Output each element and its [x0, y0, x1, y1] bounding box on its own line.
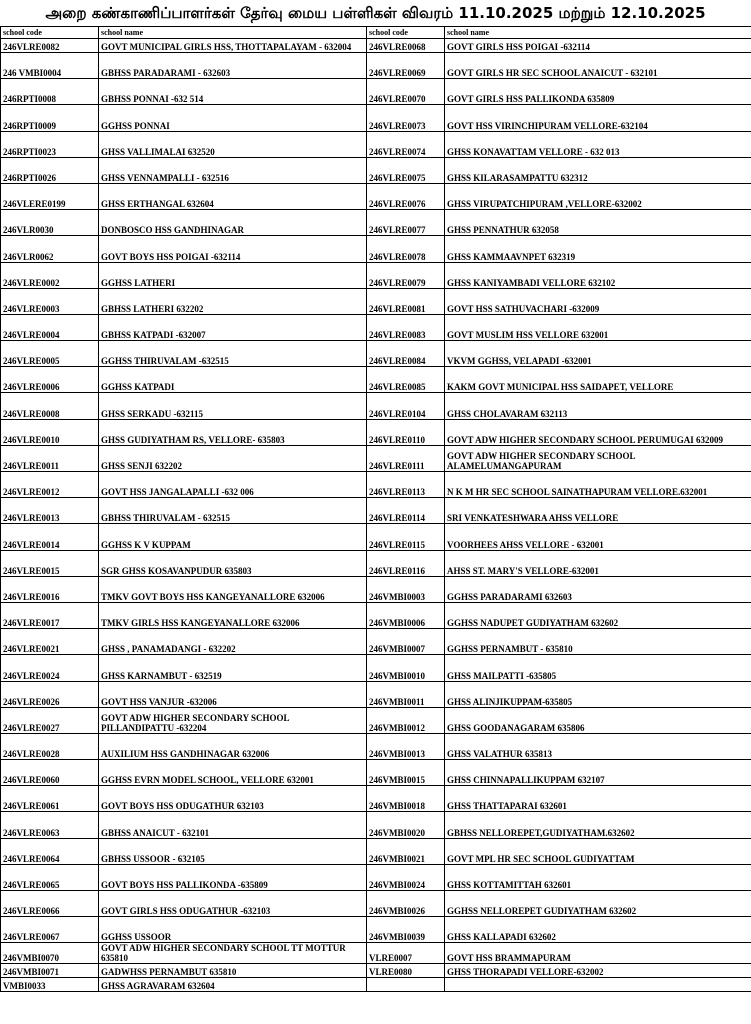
table-row [1, 943, 751, 964]
school-code-left: 246VMBI0070 [1, 943, 99, 964]
school-name-right: GOVT HSS VIRINCHIPURAM VELLORE-632104 [445, 105, 751, 131]
school-code-left: 246RPTI0008 [1, 79, 99, 105]
school-name-right: GHSS KANIYAMBADI VELLORE 632102 [445, 262, 751, 288]
header-school-name-1: school name [99, 27, 367, 39]
school-code-right: 246VLRE0069 [367, 53, 445, 79]
school-code-left: 246VLRE0082 [1, 39, 99, 53]
school-name-left: GGHSS USSOOR [99, 917, 367, 943]
table-row [1, 964, 751, 978]
school-code-left: 246VLRE0012 [1, 472, 99, 498]
header-school-code-1: school code [1, 27, 99, 39]
school-code-left: 246VLRE0067 [1, 917, 99, 943]
school-name-left: GOVT GIRLS HSS ODUGATHUR -632103 [99, 891, 367, 917]
table-row [1, 419, 751, 445]
school-code-right: 246VLRE0079 [367, 262, 445, 288]
school-code-left: 246VLERE0199 [1, 183, 99, 209]
school-code-right: 246VLRE0081 [367, 288, 445, 314]
school-code-right: 246VMBI0021 [367, 838, 445, 864]
school-name-right: KAKM GOVT MUNICIPAL HSS SAIDAPET, VELLORE [445, 367, 751, 393]
table-row [1, 39, 751, 53]
school-name-left: GGHSS EVRN MODEL SCHOOL, VELLORE 632001 [99, 760, 367, 786]
school-name-left: GOVT HSS JANGALAPALLI -632 006 [99, 472, 367, 498]
school-code-left: 246VLRE0060 [1, 760, 99, 786]
school-code-right: 246VLRE0111 [367, 445, 445, 471]
table-row [1, 288, 751, 314]
school-name-left: GHSS AGRAVARAM 632604 [99, 978, 367, 992]
table-row [1, 576, 751, 602]
school-name-right: GOVT HSS SATHUVACHARI -632009 [445, 288, 751, 314]
school-name-left: GHSS ERTHANGAL 632604 [99, 183, 367, 209]
school-code-right: 246VLRE0078 [367, 236, 445, 262]
table-row [1, 131, 751, 157]
school-name-left: GBHSS ANAICUT - 632101 [99, 812, 367, 838]
school-code-right: 246VLRE0085 [367, 367, 445, 393]
school-name-left: SGR GHSS KOSAVANPUDUR 635803 [99, 550, 367, 576]
school-name-left: GOVT ADW HIGHER SECONDARY SCHOOL TT MOTTUR 635810 [99, 943, 367, 964]
table-row [1, 812, 751, 838]
table-row [1, 105, 751, 131]
table-body [1, 39, 751, 992]
school-name-left: GOVT HSS VANJUR -632006 [99, 681, 367, 707]
school-name-left: GGHSS KATPADI [99, 367, 367, 393]
school-code-right: 246VMBI0007 [367, 629, 445, 655]
table-row [1, 681, 751, 707]
school-code-left: 246VLRE0017 [1, 602, 99, 628]
school-code-left: 246VLRE0005 [1, 341, 99, 367]
table-row [1, 917, 751, 943]
school-code-right: 246VLRE0075 [367, 157, 445, 183]
school-code-left: 246VLRE0013 [1, 498, 99, 524]
school-name-left: TMKV GOVT BOYS HSS KANGEYANALLORE 632006 [99, 576, 367, 602]
school-code-right: 246VMBI0015 [367, 760, 445, 786]
school-name-right: GHSS PENNATHUR 632058 [445, 210, 751, 236]
school-code-left: 246VLRE0066 [1, 891, 99, 917]
school-name-right: GHSS KILARASAMPATTU 632312 [445, 157, 751, 183]
school-name-right: GHSS VIRUPATCHIPURAM ,VELLORE-632002 [445, 183, 751, 209]
school-code-right: 246VMBI0003 [367, 576, 445, 602]
table-row [1, 445, 751, 471]
table-row [1, 838, 751, 864]
school-name-left: GBHSS KATPADI -632007 [99, 314, 367, 340]
table-row [1, 891, 751, 917]
school-code-left: 246RPTI0023 [1, 131, 99, 157]
school-name-left: GHSS VALLIMALAI 632520 [99, 131, 367, 157]
school-code-left: 246RPTI0026 [1, 157, 99, 183]
school-code-right: 246VLRE0083 [367, 314, 445, 340]
school-name-right: GHSS GOODANAGARAM 635806 [445, 707, 751, 733]
school-code-left: 246VLRE0028 [1, 733, 99, 759]
school-name-left: GHSS SENJI 632202 [99, 445, 367, 471]
table-row [1, 79, 751, 105]
school-name-left: GGHSS THIRUVALAM -632515 [99, 341, 367, 367]
school-code-left: 246RPTI0009 [1, 105, 99, 131]
school-name-left: GGHSS LATHERI [99, 262, 367, 288]
table-row [1, 472, 751, 498]
school-code-right: 246VMBI0024 [367, 864, 445, 890]
school-code-left: 246VLRE0004 [1, 314, 99, 340]
school-name-right: GGHSS PARADARAMI 632603 [445, 576, 751, 602]
header-row [1, 27, 751, 39]
school-name-right: GHSS THORAPADI VELLORE-632002 [445, 964, 751, 978]
school-name-left: DONBOSCO HSS GANDHINAGAR [99, 210, 367, 236]
table-row [1, 760, 751, 786]
school-name-right: GOVT GIRLS HSS PALLIKONDA 635809 [445, 79, 751, 105]
school-name-left: GGHSS PONNAI [99, 105, 367, 131]
table-row [1, 367, 751, 393]
school-code-right: 246VMBI0020 [367, 812, 445, 838]
school-name-left: GADWHSS PERNAMBUT 635810 [99, 964, 367, 978]
school-code-right: 246VMBI0018 [367, 786, 445, 812]
school-code-right: 246VLRE0074 [367, 131, 445, 157]
table-row [1, 314, 751, 340]
school-name-left: GHSS GUDIYATHAM RS, VELLORE- 635803 [99, 419, 367, 445]
school-name-left: GBHSS USSOOR - 632105 [99, 838, 367, 864]
school-name-right: VOORHEES AHSS VELLORE - 632001 [445, 524, 751, 550]
header-school-name-2: school name [445, 27, 751, 39]
school-code-left: 246VLRE0027 [1, 707, 99, 733]
table-row [1, 210, 751, 236]
school-name-right: GOVT ADW HIGHER SECONDARY SCHOOL ALAMELUMANGAPURAM [445, 445, 751, 471]
school-name-right: GGHSS NELLOREPET GUDIYATHAM 632602 [445, 891, 751, 917]
table-row [1, 655, 751, 681]
school-name-right: SRI VENKATESHWARA AHSS VELLORE [445, 498, 751, 524]
school-name-right: N K M HR SEC SCHOOL SAINATHAPURAM VELLORE.632001 [445, 472, 751, 498]
table-row [1, 550, 751, 576]
school-name-right: GHSS KONAVATTAM VELLORE - 632 013 [445, 131, 751, 157]
school-code-left: 246VLRE0061 [1, 786, 99, 812]
school-code-left: 246VLRE0064 [1, 838, 99, 864]
school-name-left: GHSS KARNAMBUT - 632519 [99, 655, 367, 681]
table-row [1, 707, 751, 733]
school-name-right: GHSS MAILPATTI -635805 [445, 655, 751, 681]
school-name-right: GBHSS NELLOREPET,GUDIYATHAM.632602 [445, 812, 751, 838]
school-code-left: 246VLRE0026 [1, 681, 99, 707]
school-code-left: VMBI0033 [1, 978, 99, 992]
school-name-left: GOVT BOYS HSS POIGAI -632114 [99, 236, 367, 262]
school-name-right: GOVT MPL HR SEC SCHOOL GUDIYATTAM [445, 838, 751, 864]
school-name-left: AUXILIUM HSS GANDHINAGAR 632006 [99, 733, 367, 759]
school-name-right: GGHSS PERNAMBUT - 635810 [445, 629, 751, 655]
school-code-right: 246VMBI0010 [367, 655, 445, 681]
school-name-left: GHSS , PANAMADANGI - 632202 [99, 629, 367, 655]
school-code-right: VLRE0080 [367, 964, 445, 978]
school-name-right: GHSS KAMMAAVNPET 632319 [445, 236, 751, 262]
school-code-right: 246VLRE0073 [367, 105, 445, 131]
school-code-left: 246VLRE0011 [1, 445, 99, 471]
school-code-left: 246VLRE0065 [1, 864, 99, 890]
school-code-left: 246 VMBI0004 [1, 53, 99, 79]
table-row [1, 236, 751, 262]
school-name-left: GHSS VENNAMPALLI - 632516 [99, 157, 367, 183]
school-code-right: 246VMBI0006 [367, 602, 445, 628]
school-code-left: 246VLRE0024 [1, 655, 99, 681]
table-row [1, 602, 751, 628]
table-row [1, 786, 751, 812]
school-code-right: 246VLRE0104 [367, 393, 445, 419]
school-code-right: 246VLRE0113 [367, 472, 445, 498]
school-code-right: 246VLRE0070 [367, 79, 445, 105]
school-code-right: 246VMBI0012 [367, 707, 445, 733]
school-name-left: GHSS SERKADU -632115 [99, 393, 367, 419]
school-code-left: 246VLRE0014 [1, 524, 99, 550]
school-name-right: GHSS CHINNAPALLIKUPPAM 632107 [445, 760, 751, 786]
school-code-right: 246VLRE0076 [367, 183, 445, 209]
school-table [0, 26, 751, 992]
school-name-right: GOVT MUSLIM HSS VELLORE 632001 [445, 314, 751, 340]
school-code-right: 246VLRE0116 [367, 550, 445, 576]
school-name-right: GOVT GIRLS HR SEC SCHOOL ANAICUT - 632101 [445, 53, 751, 79]
school-code-right: 246VMBI0013 [367, 733, 445, 759]
school-code-right [367, 978, 445, 992]
school-name-right [445, 978, 751, 992]
school-name-left: GBHSS LATHERI 632202 [99, 288, 367, 314]
table-row [1, 183, 751, 209]
school-code-left: 246VLR0030 [1, 210, 99, 236]
table-row [1, 629, 751, 655]
school-code-right: 246VMBI0011 [367, 681, 445, 707]
table-row [1, 864, 751, 890]
school-code-left: 246VLRE0006 [1, 367, 99, 393]
school-name-right: GOVT ADW HIGHER SECONDARY SCHOOL PERUMUGAI 632009 [445, 419, 751, 445]
school-name-left: GGHSS K V KUPPAM [99, 524, 367, 550]
school-name-right: GHSS KOTTAMITTAH 632601 [445, 864, 751, 890]
header-school-code-2: school code [367, 27, 445, 39]
table-row [1, 733, 751, 759]
table-row [1, 978, 751, 992]
table-row [1, 524, 751, 550]
school-code-right: 246VLRE0114 [367, 498, 445, 524]
school-code-left: 246VLRE0003 [1, 288, 99, 314]
school-name-left: GOVT BOYS HSS ODUGATHUR 632103 [99, 786, 367, 812]
table-row [1, 341, 751, 367]
school-code-right: 246VLRE0084 [367, 341, 445, 367]
school-code-right: 246VMBI0026 [367, 891, 445, 917]
school-code-left: 246VLR0062 [1, 236, 99, 262]
school-name-right: GOVT GIRLS HSS POIGAI -632114 [445, 39, 751, 53]
table-row [1, 498, 751, 524]
school-name-left: GOVT ADW HIGHER SECONDARY SCHOOL PILLANDIPATTU -632204 [99, 707, 367, 733]
school-code-right: 246VLRE0068 [367, 39, 445, 53]
school-code-left: 246VLRE0002 [1, 262, 99, 288]
school-name-left: GBHSS THIRUVALAM - 632515 [99, 498, 367, 524]
school-code-right: 246VLRE0110 [367, 419, 445, 445]
school-code-right: 246VMBI0039 [367, 917, 445, 943]
school-name-right: GOVT HSS BRAMMAPURAM [445, 943, 751, 964]
school-name-left: GBHSS PONNAI -632 514 [99, 79, 367, 105]
school-code-left: 246VLRE0015 [1, 550, 99, 576]
school-name-right: GHSS VALATHUR 635813 [445, 733, 751, 759]
school-name-right: GGHSS NADUPET GUDIYATHAM 632602 [445, 602, 751, 628]
school-name-left: GOVT BOYS HSS PALLIKONDA -635809 [99, 864, 367, 890]
school-name-left: GBHSS PARADARAMI - 632603 [99, 53, 367, 79]
school-code-right: VLRE0007 [367, 943, 445, 964]
school-name-left: GOVT MUNICIPAL GIRLS HSS, THOTTAPALAYAM - 632004 [99, 39, 367, 53]
school-code-right: 246VLRE0115 [367, 524, 445, 550]
school-name-right: GHSS CHOLAVARAM 632113 [445, 393, 751, 419]
school-code-left: 246VLRE0063 [1, 812, 99, 838]
school-name-right: AHSS ST. MARY'S VELLORE-632001 [445, 550, 751, 576]
school-code-left: 246VMBI0071 [1, 964, 99, 978]
school-code-right: 246VLRE0077 [367, 210, 445, 236]
school-code-left: 246VLRE0016 [1, 576, 99, 602]
table-row [1, 262, 751, 288]
school-code-left: 246VLRE0021 [1, 629, 99, 655]
school-name-right: GHSS KALLAPADI 632602 [445, 917, 751, 943]
school-name-right: VKVM GGHSS, VELAPADI -632001 [445, 341, 751, 367]
school-code-left: 246VLRE0010 [1, 419, 99, 445]
school-name-right: GHSS THATTAPARAI 632601 [445, 786, 751, 812]
document-title: அறை கண்காணிப்பாளர்கள் தேர்வு மைய பள்ளிகள் விவரம் 11.10.2025 மற்றும் 12.10.2025 [45, 4, 706, 22]
table-row [1, 53, 751, 79]
table-row [1, 157, 751, 183]
school-code-left: 246VLRE0008 [1, 393, 99, 419]
school-name-left: TMKV GIRLS HSS KANGEYANALLORE 632006 [99, 602, 367, 628]
school-name-right: GHSS ALINJIKUPPAM-635805 [445, 681, 751, 707]
table-row [1, 393, 751, 419]
